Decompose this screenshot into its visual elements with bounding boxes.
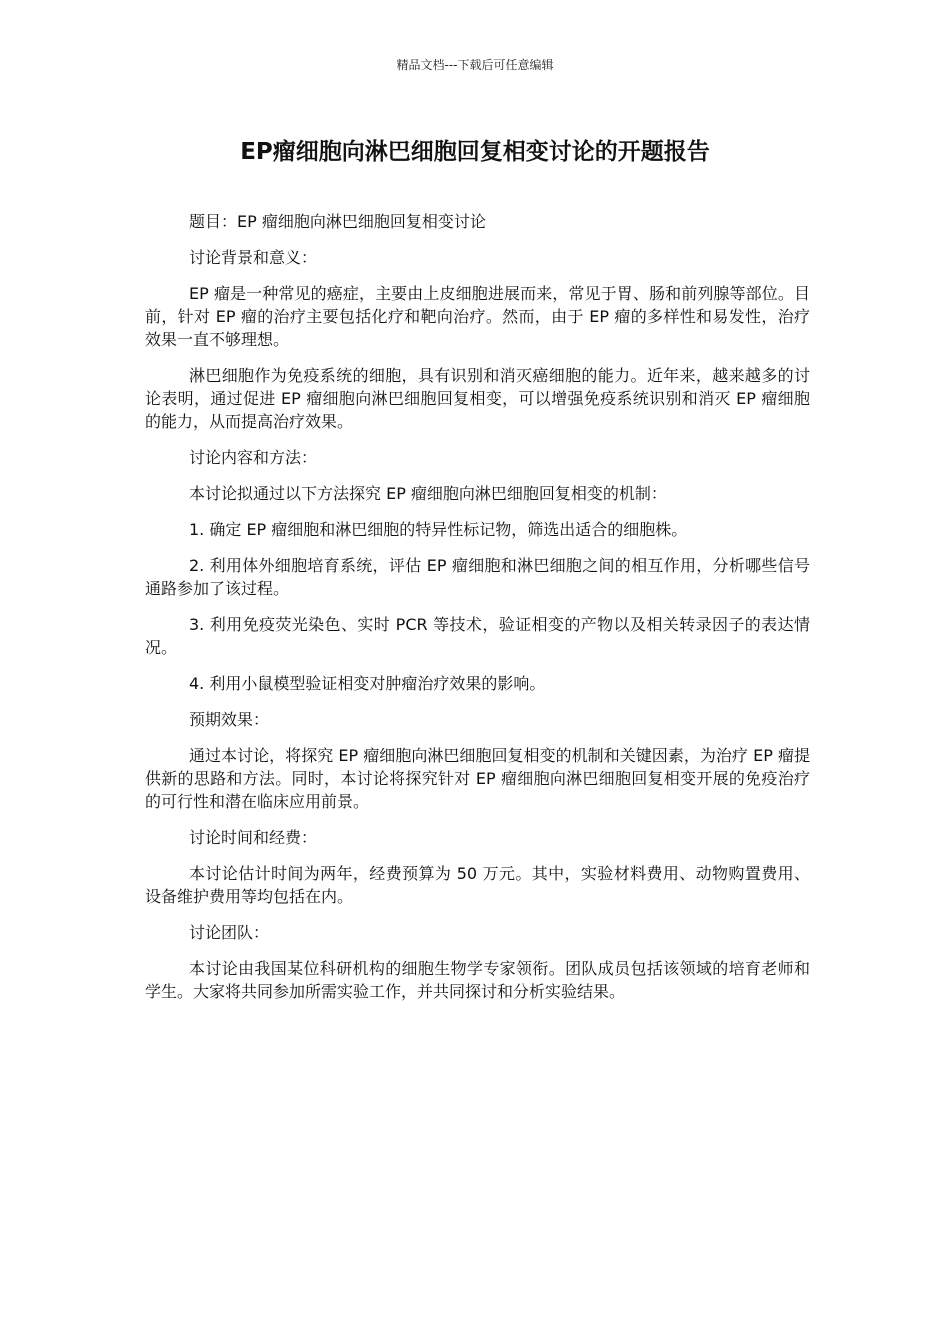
paragraph-team: 本讨论由我国某位科研机构的细胞生物学专家领衔。团队成员包括该领域的培育老师和学生。大家将共同参加所需实验工作，并共同探讨和分析实验结果。 xyxy=(145,959,810,1001)
heading-expected-results: 预期效果： xyxy=(189,710,270,729)
paragraph-background-2: 淋巴细胞作为免疫系统的细胞，具有识别和消灭癌细胞的能力。近年来，越来越多的讨论表明，通过促进 EP 瘤细胞向淋巴细胞回复相变，可以增强免疫系统识别和消灭 EP 瘤细胞的能力，从而提高治疗效果。 xyxy=(145,366,810,431)
document-title: EP瘤细胞向淋巴细胞回复相变讨论的开题报告 xyxy=(240,139,710,165)
paragraph-background-1: EP 瘤是一种常见的癌症，主要由上皮细胞进展而来，常见于胃、肠和前列腺等部位。目前，针对 EP 瘤的治疗主要包括化疗和靶向治疗。然而，由于 EP 瘤的多样性和易发性，治疗效果一直不够理想。 xyxy=(145,284,810,349)
paragraph-time-budget: 本讨论估计时间为两年，经费预算为 50 万元。其中，实验材料费用、动物购置费用、设备维护费用等均包括在内。 xyxy=(145,864,810,906)
page-header: 精品文档---下载后可任意编辑 xyxy=(396,58,554,72)
method-item-3: 3. 利用免疫荧光染色、实时 PCR 等技术，验证相变的产物以及相关转录因子的表达情况。 xyxy=(145,615,810,657)
paragraph-methods-intro: 本讨论拟通过以下方法探究 EP 瘤细胞向淋巴细胞回复相变的机制： xyxy=(189,484,667,503)
paragraph-expected-results: 通过本讨论，将探究 EP 瘤细胞向淋巴细胞回复相变的机制和关键因素，为治疗 EP 瘤提供新的思路和方法。同时，本讨论将探究针对 EP 瘤细胞向淋巴细胞回复相变开展的免疫治疗的可行性和潜在临床应用前景。 xyxy=(145,746,810,811)
heading-methods: 讨论内容和方法： xyxy=(189,448,318,467)
heading-background: 讨论背景和意义： xyxy=(189,248,318,267)
document-body xyxy=(145,210,810,1016)
paragraph-topic: 题目：EP 瘤细胞向淋巴细胞回复相变讨论 xyxy=(189,212,486,231)
method-item-1: 1. 确定 EP 瘤细胞和淋巴细胞的特异性标记物，筛选出适合的细胞株。 xyxy=(189,520,688,539)
method-item-4: 4. 利用小鼠模型验证相变对肿瘤治疗效果的影响。 xyxy=(189,674,546,693)
method-item-2: 2. 利用体外细胞培育系统，评估 EP 瘤细胞和淋巴细胞之间的相互作用，分析哪些信号通路参加了该过程。 xyxy=(145,556,810,598)
heading-time-budget: 讨论时间和经费： xyxy=(189,828,318,847)
heading-team: 讨论团队： xyxy=(189,923,270,942)
